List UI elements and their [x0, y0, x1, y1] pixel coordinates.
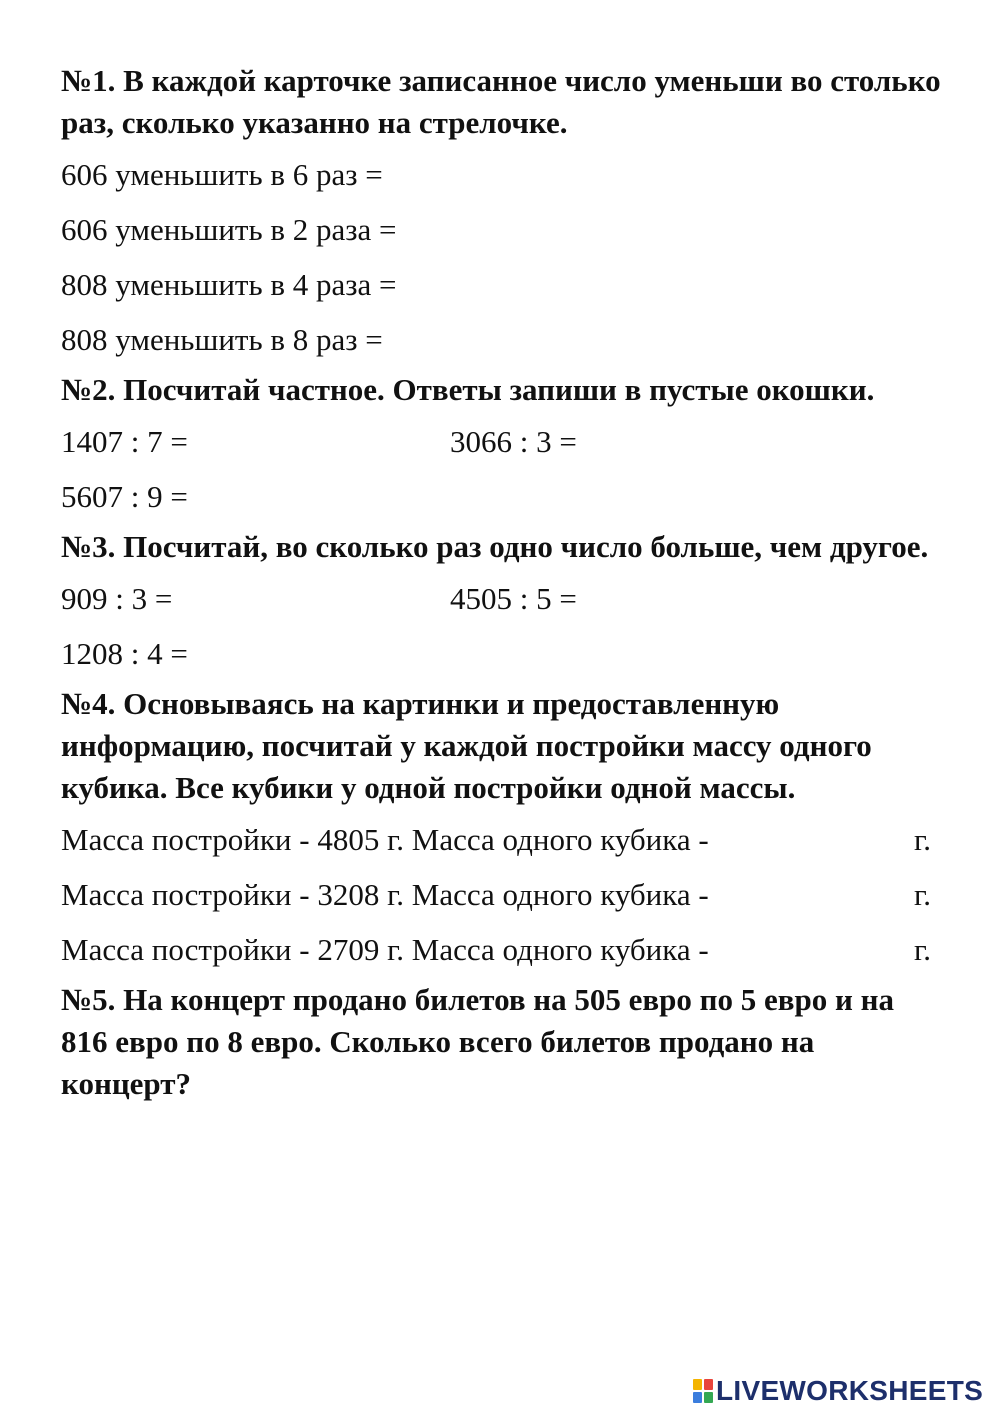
task2-expr-2: 3066 : 3 = [450, 424, 577, 459]
task2-expr-1: 1407 : 7 = [61, 424, 188, 459]
logo-square-4 [704, 1392, 713, 1403]
logo-square-2 [704, 1379, 713, 1390]
task2-row-2 [61, 474, 941, 520]
task4-heading: №4. Основываясь на картинки и предоставленную информацию, посчитай у каждой постройки массу одного кубика. Все кубики у одной постройки одной массы. [61, 686, 872, 805]
logo-square-3 [693, 1392, 702, 1403]
task3-row-1 [61, 576, 941, 622]
logo-square-1 [693, 1379, 702, 1390]
task4-line-2-unit: г. [914, 877, 931, 912]
task1-line-3: 808 уменьшить в 4 раза = [61, 267, 397, 302]
task2-heading: №2. Посчитай частное. Ответы запиши в пустые окошки. [61, 372, 875, 407]
task1-heading: №1. В каждой карточке записанное число уменьши во столько раз, сколько указанно на стрелочке. [61, 63, 941, 140]
task4-line-2-text: Масса постройки - 3208 г. Масса одного кубика - [61, 877, 709, 912]
task2-expr-3: 5607 : 9 = [61, 479, 188, 514]
task1-line-1: 606 уменьшить в 6 раз = [61, 157, 383, 192]
task3-expr-1: 909 : 3 = [61, 581, 173, 616]
task4-line-1-unit: г. [914, 822, 931, 857]
task4-line-3-text: Масса постройки - 2709 г. Масса одного кубика - [61, 932, 709, 967]
task3-row-2 [61, 631, 941, 677]
liveworksheets-logo [693, 1374, 983, 1408]
task3-expr-3: 1208 : 4 = [61, 636, 188, 671]
liveworksheets-logo-icon [693, 1379, 713, 1403]
task4-line-3-unit: г. [914, 932, 931, 967]
task1-line-4: 808 уменьшить в 8 раз = [61, 322, 383, 357]
task2-row-1 [61, 419, 941, 465]
task3-expr-2: 4505 : 5 = [450, 581, 577, 616]
task4-line-1-text: Масса постройки - 4805 г. Масса одного кубика - [61, 822, 709, 857]
task4-line-3 [61, 927, 941, 973]
task3-heading: №3. Посчитай, во сколько раз одно число больше, чем другое. [61, 529, 929, 564]
liveworksheets-logo-text: LIVEWORKSHEETS [716, 1375, 984, 1406]
task4-line-1 [61, 817, 941, 863]
worksheet [61, 60, 941, 1113]
task5-heading: №5. На концерт продано билетов на 505 евро по 5 евро и на 816 евро по 8 евро. Сколько всего билетов продано на концерт? [61, 982, 894, 1101]
task4-line-2 [61, 872, 941, 918]
task1-line-2: 606 уменьшить в 2 раза = [61, 212, 397, 247]
